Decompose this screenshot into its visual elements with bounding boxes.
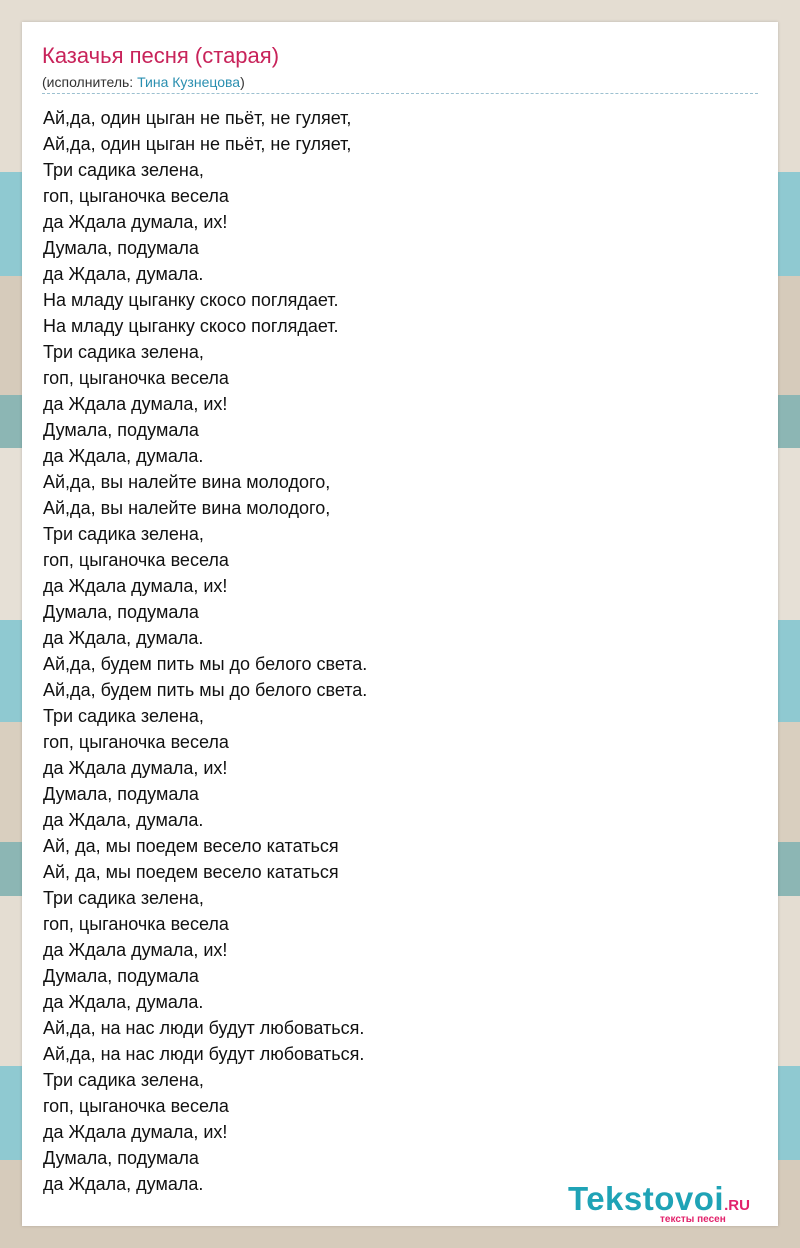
site-logo[interactable] (568, 1180, 750, 1225)
logo-tagline: тексты песен (660, 1214, 726, 1225)
lyric-line: да Ждала, думала. (43, 446, 204, 466)
lyric-line: Ай,да, на нас люди будут любоваться. (43, 1044, 365, 1064)
lyric-line: гоп, цыганочка весела (43, 732, 229, 752)
lyric-line: гоп, цыганочка весела (43, 914, 229, 934)
artist-suffix: ) (240, 74, 245, 90)
lyric-line: Ай, да, мы поедем весело кататься (43, 836, 339, 856)
lyrics-list (43, 105, 743, 1197)
artist-line (42, 74, 245, 90)
lyrics-card (22, 22, 778, 1226)
lyric-line: да Ждала думала, их! (43, 394, 228, 414)
lyric-line: Думала, подумала (43, 238, 199, 258)
lyric-line: Три садика зелена, (43, 342, 204, 362)
lyric-line: Ай,да, будем пить мы до белого света. (43, 654, 368, 674)
lyric-line: да Ждала, думала. (43, 628, 204, 648)
lyric-line: Три садика зелена, (43, 160, 204, 180)
logo-name: Tekstovoi (568, 1180, 725, 1217)
lyric-line: Ай,да, вы налейте вина молодого, (43, 472, 331, 492)
lyric-line: да Ждала думала, их! (43, 576, 228, 596)
lyric-line: Ай,да, вы налейте вина молодого, (43, 498, 331, 518)
lyric-line: Ай,да, будем пить мы до белого света. (43, 680, 368, 700)
lyric-line: да Ждала думала, их! (43, 212, 228, 232)
lyric-line: гоп, цыганочка весела (43, 1096, 229, 1116)
artist-prefix: (исполнитель: (42, 74, 138, 90)
lyric-line: Три садика зелена, (43, 706, 204, 726)
lyric-line: гоп, цыганочка весела (43, 368, 229, 388)
lyric-line: На младу цыганку скосо поглядает. (43, 316, 339, 336)
lyric-line: да Ждала, думала. (43, 810, 204, 830)
lyric-line: На младу цыганку скосо поглядает. (43, 290, 339, 310)
lyric-line: да Ждала думала, их! (43, 1122, 228, 1142)
lyric-line: Ай,да, один цыган не пьёт, не гуляет, (43, 108, 352, 128)
lyric-line: да Ждала, думала. (43, 264, 204, 284)
lyric-line: Ай, да, мы поедем весело кататься (43, 862, 339, 882)
lyric-line: да Ждала думала, их! (43, 940, 228, 960)
lyric-line: Три садика зелена, (43, 888, 204, 908)
song-title: Казачья песня (старая) (42, 43, 280, 68)
lyric-line: Думала, подумала (43, 966, 199, 986)
lyric-line: гоп, цыганочка весела (43, 550, 229, 570)
lyric-line: гоп, цыганочка весела (43, 186, 229, 206)
lyric-line: Ай,да, один цыган не пьёт, не гуляет, (43, 134, 352, 154)
lyric-line: Думала, подумала (43, 420, 199, 440)
lyric-line: Три садика зелена, (43, 1070, 204, 1090)
title-divider (42, 93, 758, 94)
lyric-line: да Ждала думала, их! (43, 758, 228, 778)
logo-tld: .RU (724, 1197, 750, 1214)
lyric-line: да Ждала, думала. (43, 1174, 204, 1194)
lyric-line: Думала, подумала (43, 1148, 199, 1168)
lyric-line: да Ждала, думала. (43, 992, 204, 1012)
lyric-line: Думала, подумала (43, 602, 199, 622)
lyric-line: Думала, подумала (43, 784, 199, 804)
artist-link[interactable]: Тина Кузнецова (137, 74, 241, 90)
lyric-line: Три садика зелена, (43, 524, 204, 544)
lyric-line: Ай,да, на нас люди будут любоваться. (43, 1018, 365, 1038)
